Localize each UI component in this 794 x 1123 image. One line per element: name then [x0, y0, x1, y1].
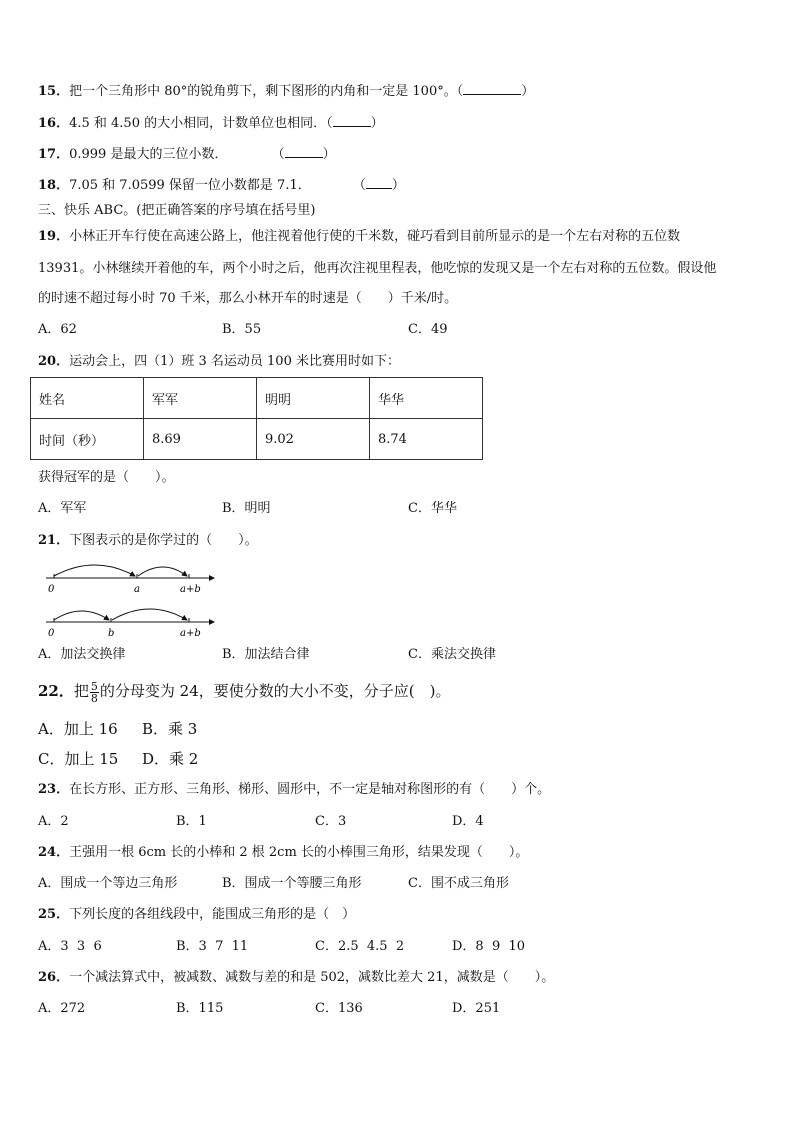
answer-blank[interactable]	[366, 176, 392, 189]
option-c[interactable]: C．加上 15	[38, 750, 119, 768]
question-number: 24．	[38, 845, 70, 860]
table-cell: 9.02	[257, 419, 370, 460]
question-number: 16．	[38, 116, 70, 131]
question-text: 0.999 是最大的三位小数．	[69, 147, 228, 162]
question-open: （	[352, 178, 366, 193]
question-text: 运动会上，四（1）班 3 名运动员 100 米比赛用时如下：	[69, 354, 400, 369]
question-text-post: 的分母变为 24，要使分数的大小不变，分子应( )。	[99, 682, 451, 700]
question-text: 下图表示的是你学过的（ ）。	[69, 533, 258, 548]
table-row	[31, 419, 483, 460]
question-number: 23．	[38, 782, 70, 797]
question-22	[38, 678, 450, 704]
question-15	[38, 82, 534, 101]
table-cell: 8.69	[144, 419, 257, 460]
question-20-prompt: 获得冠军的是（ ）。	[38, 470, 175, 485]
question-text: 王强用一根 6cm 长的小棒和 2 根 2cm 长的小棒围三角形，结果发现（ ）。	[69, 845, 529, 860]
option-c[interactable]: C．华华	[408, 501, 457, 516]
option-a[interactable]: A．2	[38, 814, 69, 829]
number-line-2	[46, 609, 214, 639]
option-c[interactable]: C．136	[315, 1001, 363, 1016]
question-text: 在长方形、正方形、三角形、梯形、圆形中，不一定是轴对称图形的有（ ）个。	[69, 782, 551, 797]
answer-blank[interactable]	[333, 114, 371, 127]
question-23	[38, 781, 550, 799]
question-number: 26．	[38, 970, 70, 985]
race-time-table	[30, 377, 483, 460]
table-cell: 华华	[370, 378, 483, 419]
question-open: （	[271, 147, 285, 162]
question-18	[38, 176, 405, 195]
option-a[interactable]: A．62	[38, 322, 77, 337]
question-text-pre: 把	[73, 682, 89, 700]
option-a[interactable]: A．3 3 6	[38, 939, 102, 954]
option-b[interactable]: B．55	[222, 322, 262, 337]
question-25	[38, 906, 355, 924]
question-17	[38, 145, 336, 164]
fraction	[90, 681, 99, 704]
number-line-1	[46, 565, 214, 595]
option-b[interactable]: B．1	[176, 814, 207, 829]
question-16	[38, 114, 384, 133]
table-row	[31, 378, 483, 419]
question-close: ）	[391, 178, 405, 193]
question-close: ）	[370, 116, 384, 131]
question-text: 4.5 和 4.50 的大小相同，计数单位也相同．（	[69, 116, 333, 131]
question-19	[38, 228, 680, 246]
question-19-line-2: 13931。小林继续开着他的车，两个小时之后，他再次注视里程表，他吃惊的发现又是一个左右对称的五位数。假设他	[38, 261, 717, 276]
option-b[interactable]: B．围成一个等腰三角形	[222, 876, 362, 891]
question-number: 19．	[38, 229, 70, 244]
question-text: 下列长度的各组线段中，能围成三角形的是（ ）	[69, 907, 356, 922]
option-c[interactable]: C．2.5 4.5 2	[315, 939, 405, 954]
option-d[interactable]: D．4	[452, 814, 484, 829]
fraction-numerator: 5	[90, 679, 98, 693]
tick-label: b	[108, 628, 115, 639]
table-cell: 8.74	[370, 419, 483, 460]
option-d[interactable]: D．乘 2	[142, 750, 199, 768]
question-20	[38, 353, 400, 371]
option-a[interactable]: A．围成一个等边三角形	[38, 876, 178, 891]
answer-blank[interactable]	[285, 145, 323, 158]
question-text: 把一个三角形中 80°的锐角剪下，剩下图形的内角和一定是 100°。（	[69, 84, 464, 99]
question-text: 一个减法算式中，被减数、减数与差的和是 502，减数比差大 21，减数是（ ）。	[69, 970, 555, 985]
question-number: 15．	[38, 84, 70, 99]
question-number: 17．	[38, 147, 70, 162]
question-number: 18．	[38, 178, 70, 193]
question-text-line-1: 小林正开车行使在高速公路上，他注视着他行使的千米数，碰巧看到目前所显示的是一个左右对称的五位数	[69, 229, 681, 244]
option-d[interactable]: D．251	[452, 1001, 501, 1016]
option-b[interactable]: B．明明	[222, 501, 271, 516]
tick-label: a	[134, 584, 140, 595]
option-c[interactable]: C．乘法交换律	[408, 647, 496, 662]
tick-label: 0	[48, 584, 55, 595]
option-a[interactable]: A．加上 16	[38, 720, 118, 738]
option-a[interactable]: A．272	[38, 1001, 86, 1016]
question-26	[38, 969, 554, 987]
option-d[interactable]: D．8 9 10	[452, 939, 526, 954]
option-c[interactable]: C．围不成三角形	[408, 876, 509, 891]
table-cell: 姓名	[31, 378, 144, 419]
tick-label: 0	[48, 628, 55, 639]
option-c[interactable]: C．49	[408, 322, 448, 337]
number-line-diagram	[38, 556, 223, 640]
option-b[interactable]: B．加法结合律	[222, 647, 310, 662]
tick-label: a+b	[180, 628, 201, 639]
option-b[interactable]: B．115	[176, 1001, 224, 1016]
table-cell: 明明	[257, 378, 370, 419]
table-cell: 时间（秒）	[31, 419, 144, 460]
option-a[interactable]: A．加法交换律	[38, 647, 126, 662]
question-number: 20．	[38, 354, 70, 369]
option-b[interactable]: B．乘 3	[142, 720, 198, 738]
question-21	[38, 532, 258, 550]
question-19-line-3: 的时速不超过每小时 70 千米，那么小林开车的时速是（ ）千米/时。	[38, 291, 458, 306]
option-b[interactable]: B．3 7 11	[176, 939, 249, 954]
question-number: 25．	[38, 907, 70, 922]
option-c[interactable]: C．3	[315, 814, 347, 829]
question-text: 7.05 和 7.0599 保留一位小数都是 7.1．	[69, 178, 311, 193]
question-close: ）	[521, 84, 535, 99]
fraction-denominator: 8	[90, 691, 98, 705]
section-heading: 三、快乐 ABC。(把正确答案的序号填在括号里)	[38, 203, 316, 218]
tick-label: a+b	[180, 584, 201, 595]
answer-blank[interactable]	[463, 82, 521, 95]
question-number: 21．	[38, 533, 70, 548]
question-close: ）	[322, 147, 336, 162]
question-number: 22．	[38, 682, 74, 700]
table-cell: 军军	[144, 378, 257, 419]
question-24	[38, 844, 528, 862]
option-a[interactable]: A．军军	[38, 501, 87, 516]
